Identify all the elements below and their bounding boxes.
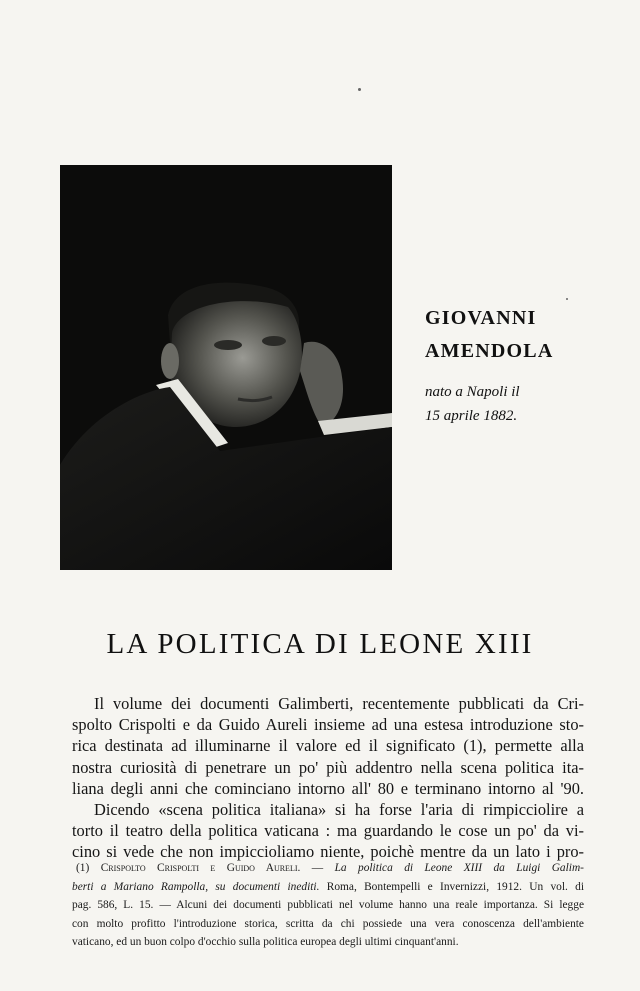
body-line: rica destinata ad illuminarne il valore ed il significato (1), permette alla (72, 736, 584, 756)
footnote-marker: (1) (76, 862, 90, 874)
article-title: LA POLITICA DI LEONE XIII (106, 628, 534, 660)
paper-speck (566, 298, 568, 300)
footnote-line: vaticano, ed un buon colpo d'occhio sulla politica europea degli ultimi cinquant'anni. (72, 936, 459, 948)
caption-birth-line2: 15 aprile 1882. (425, 408, 518, 424)
footnote (72, 859, 584, 952)
caption-birth-line1: nato a Napoli il (425, 384, 520, 400)
footnote-line: pag. 586, L. 15. — Alcuni dei documenti pubblicati nel volume hanno una reale importanza. Si legge (72, 899, 584, 911)
body-line: torto il teatro della politica vaticana : ma guardando le cose un po' da vi- (72, 821, 584, 841)
portrait-illustration (60, 165, 392, 570)
footnote-line (72, 878, 584, 897)
paper-speck (358, 88, 361, 91)
body-line: liana degli anni che cominciano intorno all' 80 e terminano intorno al '90. (72, 778, 584, 798)
body-line: Dicendo «scena politica italiana» si ha forse l'aria di rimpicciolire a (94, 800, 584, 820)
footnote-line: con molto profitto l'introduzione storica, scritta da chi possiede una vera conoscenza dell'ambiente (72, 917, 584, 930)
footnote-publisher: Roma, Bontempelli e Invernizzi, 1912. Un vol. di (326, 880, 584, 893)
footnote-dash: — (311, 862, 324, 874)
portrait-photo (60, 165, 392, 570)
body-line: spolto Crispolti e da Guido Aureli insieme ad una estesa introduzione sto- (72, 715, 584, 735)
footnote-book-title-part1: La politica di Leone XIII da Luigi Galim- (334, 862, 584, 874)
caption-name-last: AMENDOLA (425, 340, 554, 362)
article-body (72, 693, 584, 863)
body-line: nostra curiosità di penetrare un po' più addentro nella scena politica ita- (72, 757, 584, 777)
footnote-book-title-part2: berti a Mariano Rampolla, su documenti inediti. (72, 880, 320, 893)
footnote-authors: Crispolto Crispolti e Guido Aureli. (100, 862, 301, 874)
footnote-line (72, 859, 584, 878)
body-line: cino si vede che non impiccioliamo niente, poichè mentre da un lato i pro- (72, 842, 584, 862)
portrait-caption (425, 302, 625, 428)
caption-name-first: GIOVANNI (425, 307, 537, 329)
body-line: Il volume dei documenti Galimberti, recentemente pubblicati da Cri- (94, 694, 584, 713)
